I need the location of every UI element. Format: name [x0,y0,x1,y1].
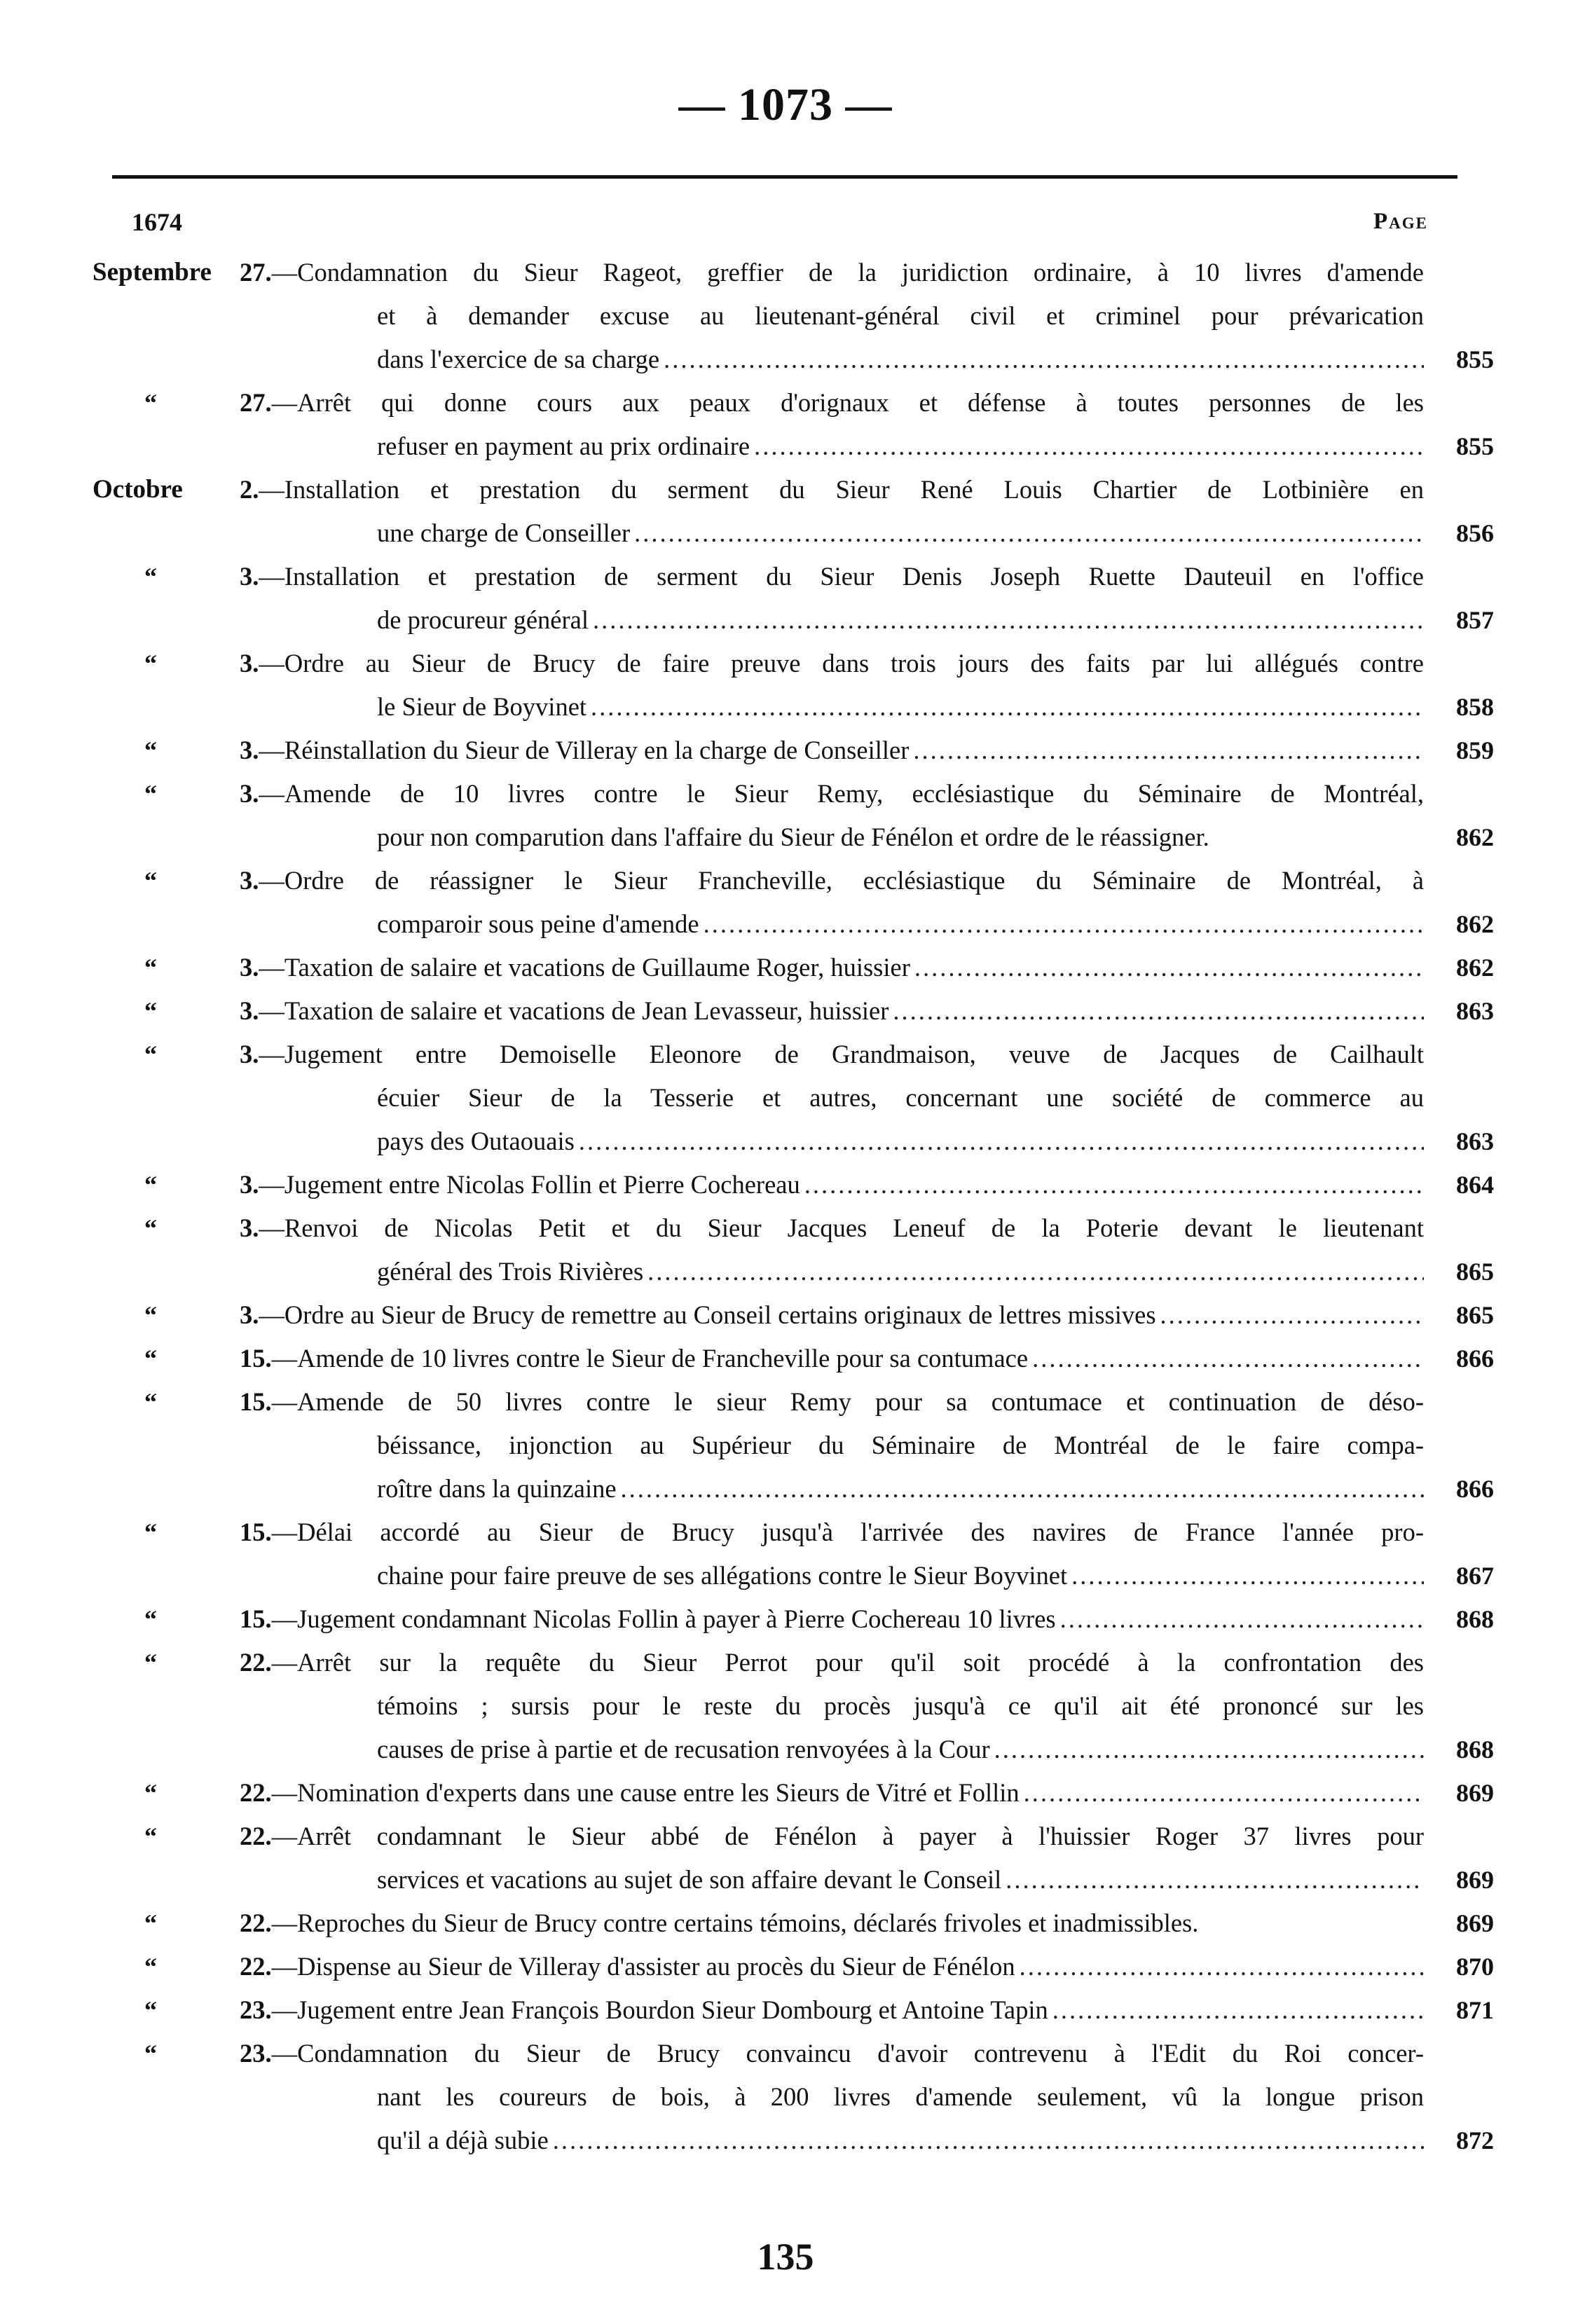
entry-text [240,555,1424,598]
entry-line [0,1815,1571,1858]
ditto-mark: “ [144,1779,157,1807]
page-reference: 862 [1456,954,1494,982]
entry-day: 27. [240,388,272,417]
entry-description: écuier Sieur de la Tesserie et autres, concernant une société de commerce au [377,1083,1424,1112]
entry-text-run [240,1293,1156,1337]
entry-line [0,2119,1571,2162]
ditto-mark: “ [144,736,157,764]
dot-leader [750,425,1424,468]
entry-text-run [377,338,659,381]
list-item [0,2032,1571,2162]
entry-month: Octobre [92,475,183,504]
entry-description: —Jugement entre Nicolas Follin et Pierre Cochereau [259,1170,800,1199]
entry-text-run [377,685,586,729]
entry-line [0,816,1571,859]
page-reference: 864 [1456,1171,1494,1199]
entry-description: —Ordre de réassigner le Sieur Francheville, ecclésiastique du Séminaire de Montréal, à [259,866,1424,895]
entry-text [377,902,1424,946]
entry-line [0,251,1571,294]
entry-text [377,338,1424,381]
list-item [0,468,1571,555]
entry-text-run [240,729,909,772]
entry-text [240,859,1424,902]
entry-description: —Délai accordé au Sieur de Brucy jusqu'à l'arrivée des navires de France l'année pro- [271,1518,1424,1546]
list-item [0,859,1571,946]
entry-text [240,1815,1424,1858]
entry-day: 3. [240,1300,259,1329]
entry-text-run [240,1163,800,1206]
entry-text-run [377,1728,990,1771]
entry-line [0,1206,1571,1250]
entry-day: 27. [240,258,272,287]
entry-day: 22. [240,1822,272,1850]
entry-text-run [377,902,699,946]
entry-text-run [377,1554,1067,1597]
ditto-mark: “ [144,563,157,591]
page-reference: 862 [1456,910,1494,938]
entry-description: —Jugement entre Demoiselle Eleonore de Grandmaison, veuve de Jacques de Cailhault [259,1040,1424,1068]
entry-text-run [377,1858,1001,1902]
page-reference: 859 [1456,736,1494,764]
list-item [0,946,1571,989]
page-reference: 872 [1456,2126,1494,2154]
header-rule [112,175,1457,179]
entry-day: 3. [240,996,259,1025]
entry-text [240,1945,1424,1988]
entry-description: —Dispense au Sieur de Villeray d'assister au procès du Sieur de Fénélon [271,1952,1015,1981]
entry-text-run [240,1771,1020,1815]
entry-line [0,1902,1571,1945]
entry-line [0,1641,1571,1684]
entry-day: 3. [240,1170,259,1199]
entry-description: —Arrêt sur la requête du Sieur Perrot pour qu'il soit procédé à la confrontation des [271,1648,1424,1677]
entry-line [0,1771,1571,1815]
entry-line [0,1380,1571,1424]
list-item [0,1206,1571,1293]
dot-leader [1020,1771,1424,1815]
table-of-contents [0,251,1571,2162]
page-reference: 869 [1456,1866,1494,1894]
entry-text [377,2119,1424,2162]
list-item [0,555,1571,642]
entry-text [240,1511,1424,1554]
entry-text-run [240,1597,1056,1641]
dot-leader [909,729,1424,772]
entry-text [240,1033,1424,1076]
list-item [0,772,1571,859]
entry-text [240,381,1424,425]
page-reference: 855 [1456,432,1494,460]
list-item [0,1771,1571,1815]
page-reference: 870 [1456,1953,1494,1981]
dot-leader [1156,1293,1424,1337]
dot-leader [1015,1945,1424,1988]
entry-description: —Amende de 10 livres contre le Sieur de Francheville pour sa contumace [271,1344,1029,1373]
entry-line [0,2032,1571,2075]
entry-line [0,642,1571,685]
entry-line [0,1684,1571,1728]
ditto-mark: “ [144,1996,157,2024]
page-reference: 866 [1456,1345,1494,1373]
entry-description: —Arrêt qui donne cours aux peaux d'orignaux et défense à toutes personnes de les [271,388,1424,417]
page-reference: 858 [1456,693,1494,721]
entry-line [0,1597,1571,1641]
ditto-mark: “ [144,1214,157,1242]
list-item [0,251,1571,381]
entry-day: 3. [240,649,259,678]
entry-text-run [240,1945,1015,1988]
entry-text [377,1728,1424,1771]
entry-text [240,1337,1424,1380]
entry-description: comparoir sous peine d'amende [377,909,699,938]
list-item [0,1511,1571,1597]
entry-line [0,511,1571,555]
entry-day: 22. [240,1952,272,1981]
page-column-heading: Page [1373,209,1428,234]
entry-description: pour non comparution dans l'affaire du Sieur de Fénélon et ordre de le réassigner. [377,823,1209,851]
entry-day: 15. [240,1344,272,1373]
entry-text [377,1467,1424,1511]
list-item [0,1163,1571,1206]
entry-description: causes de prise à partie et de recusation renvoyées à la Cour [377,1735,990,1763]
entry-description: —Amende de 10 livres contre le Sieur Remy, ecclésiastique du Séminaire de Montréal, [259,779,1424,808]
dot-leader [910,946,1424,989]
dot-leader [990,1728,1424,1771]
entry-description: —Ordre au Sieur de Brucy de faire preuve dans trois jours des faits par lui allégués contre [259,649,1424,678]
entry-description: —Condamnation du Sieur de Brucy convaincu d'avoir contrevenu à l'Edit du Roi concer- [271,2039,1424,2068]
page-reference: 862 [1456,823,1494,851]
entry-text [240,1206,1424,1250]
ditto-mark: “ [144,1822,157,1850]
dot-leader [586,685,1424,729]
ditto-mark: “ [144,1518,157,1546]
dot-leader [889,989,1424,1033]
entry-text [377,511,1424,555]
entry-line [0,381,1571,425]
entry-day: 15. [240,1604,272,1633]
entry-text [377,816,1424,859]
entry-line [0,1728,1571,1771]
entry-line [0,1511,1571,1554]
list-item [0,1337,1571,1380]
page-reference: 869 [1456,1909,1494,1937]
entry-description: chaine pour faire preuve de ses allégations contre le Sieur Boyvinet [377,1561,1068,1590]
ditto-mark: “ [144,997,157,1025]
entry-text [377,1120,1424,1163]
dot-leader [575,1120,1424,1163]
entry-line [0,1076,1571,1120]
entry-description: pays des Outaouais [377,1127,575,1155]
entry-text [240,1902,1424,1945]
entry-line [0,685,1571,729]
entry-description: —Taxation de salaire et vacations de Guillaume Roger, huissier [259,953,910,982]
entry-description: —Ordre au Sieur de Brucy de remettre au Conseil certains originaux de lettres missives [259,1300,1156,1329]
list-item [0,1988,1571,2032]
page-reference: 869 [1456,1779,1494,1807]
entry-line [0,1945,1571,1988]
entry-line [0,598,1571,642]
entry-line [0,729,1571,772]
entry-line [0,1120,1571,1163]
ditto-mark: “ [144,1345,157,1373]
entry-text [377,1424,1424,1467]
entry-text-run [377,425,750,468]
entry-description: —Amende de 50 livres contre le sieur Remy pour sa contumace et continuation de déso- [271,1387,1424,1416]
entry-line [0,946,1571,989]
ditto-mark: “ [144,780,157,808]
ditto-mark: “ [144,1649,157,1677]
entry-text [377,2075,1424,2119]
entry-description: —Jugement condamnant Nicolas Follin à payer à Pierre Cochereau 10 livres [271,1604,1056,1633]
list-item [0,1597,1571,1641]
entry-description: béissance, injonction au Supérieur du Séminaire de Montréal de le faire compa- [377,1431,1424,1459]
entry-description: qu'il a déjà subie [377,2126,549,2154]
entry-line [0,1033,1571,1076]
entry-line [0,555,1571,598]
entry-line [0,859,1571,902]
page-reference: 856 [1456,519,1494,547]
entry-text-run [377,2119,549,2162]
entry-line [0,2075,1571,2119]
entry-line [0,294,1571,338]
dot-leader [699,902,1424,946]
page-reference: 857 [1456,606,1494,634]
entry-day: 22. [240,1648,272,1677]
entry-line [0,1293,1571,1337]
entry-line [0,425,1571,468]
entry-description: refuser en payment au prix ordinaire [377,432,750,460]
entry-text [377,425,1424,468]
entry-text-run [240,946,910,989]
page-reference: 855 [1456,345,1494,373]
entry-line [0,772,1571,816]
dot-leader [617,1467,1424,1511]
entry-description: —Installation et prestation du serment du Sieur René Louis Chartier de Lotbinière en [259,475,1424,504]
entry-description: —Installation et prestation de serment du Sieur Denis Joseph Ruette Dauteuil en l'office [259,562,1424,591]
entry-text [240,1293,1424,1337]
entry-description: —Reproches du Sieur de Brucy contre certains témoins, déclarés frivoles et inadmissibles. [271,1909,1199,1937]
entry-text [240,729,1424,772]
entry-text [377,1250,1424,1293]
entry-description: dans l'exercice de sa charge [377,345,660,373]
entry-description: le Sieur de Boyvinet [377,692,587,721]
entry-description: —Condamnation du Sieur Rageot, greffier de la juridiction ordinaire, à 10 livres d'amende [271,258,1424,287]
ditto-mark: “ [144,867,157,895]
entry-line [0,1554,1571,1597]
list-item [0,1033,1571,1163]
dot-leader [1028,1337,1424,1380]
dot-leader [800,1163,1424,1206]
folio-number: 135 [757,2236,814,2278]
list-item [0,1293,1571,1337]
entry-description: et à demander excuse au lieutenant-général civil et criminel pour prévarication [377,301,1424,330]
page-reference: 868 [1456,1605,1494,1633]
entry-text-run [377,1120,575,1163]
dot-leader [1067,1554,1424,1597]
entry-day: 15. [240,1518,272,1546]
entry-day: 3. [240,866,259,895]
entry-text-run [377,1467,617,1511]
list-item [0,729,1571,772]
entry-text [240,1380,1424,1424]
entry-text [240,1641,1424,1684]
entry-day: 3. [240,736,259,764]
dot-leader [1048,1988,1424,2032]
page-reference: 863 [1456,997,1494,1025]
entry-description: —Nomination d'experts dans une cause entre les Sieurs de Vitré et Follin [271,1778,1020,1807]
ditto-mark: “ [144,1388,157,1416]
entry-text [240,642,1424,685]
list-item [0,1380,1571,1511]
entry-description: général des Trois Rivières [377,1257,644,1286]
ditto-mark: “ [144,1171,157,1199]
page-reference: 866 [1456,1475,1494,1503]
ditto-mark: “ [144,954,157,982]
entry-line [0,338,1571,381]
entry-text [240,1163,1424,1206]
entry-day: 23. [240,2039,272,2068]
entry-text [240,468,1424,511]
entry-text [377,1858,1424,1902]
entry-text [240,2032,1424,2075]
ditto-mark: “ [144,1040,157,1068]
page-reference: 865 [1456,1258,1494,1286]
ditto-mark: “ [144,389,157,417]
entry-description: témoins ; sursis pour le reste du procès jusqu'à ce qu'il ait été prononcé sur les [377,1691,1424,1720]
entry-line [0,989,1571,1033]
ditto-mark: “ [144,1301,157,1329]
entry-text-run [240,989,889,1033]
entry-description: services et vacations au sujet de son affaire devant le Conseil [377,1865,1002,1894]
entry-day: 22. [240,1778,272,1807]
entry-text [240,989,1424,1033]
list-item [0,1902,1571,1945]
entry-line [0,1858,1571,1902]
page-reference: 868 [1456,1735,1494,1763]
list-item [0,642,1571,729]
entry-line [0,468,1571,511]
entry-text [240,251,1424,294]
entry-day: 3. [240,1213,259,1242]
dot-leader [1001,1858,1424,1902]
entry-text-run [377,1250,643,1293]
entry-day: 22. [240,1909,272,1937]
entry-day: 3. [240,1040,259,1068]
dot-leader [589,598,1424,642]
entry-text-run [240,1988,1048,2032]
entry-description: —Jugement entre Jean François Bourdon Sieur Dombourg et Antoine Tapin [271,1995,1048,2024]
page-reference: 865 [1456,1301,1494,1329]
entry-text [240,946,1424,989]
entry-text-run [377,598,589,642]
entry-description: —Arrêt condamnant le Sieur abbé de Fénélon à payer à l'huissier Roger 37 livres pour [271,1822,1424,1850]
entry-text [377,1684,1424,1728]
entry-description: une charge de Conseiller [377,518,631,547]
entry-day: 3. [240,953,259,982]
entry-description: nant les coureurs de bois, à 200 livres d'amende seulement, vû la longue prison [377,2082,1424,2111]
entry-line [0,1337,1571,1380]
dot-leader [643,1250,1424,1293]
entry-description: —Taxation de salaire et vacations de Jean Levasseur, huissier [259,996,889,1025]
entry-text [377,598,1424,642]
ditto-mark: “ [144,649,157,678]
list-item [0,381,1571,468]
entry-line [0,902,1571,946]
entry-day: 23. [240,1995,272,2024]
ditto-mark: “ [144,2040,157,2068]
page-reference: 871 [1456,1996,1494,2024]
entry-text [377,685,1424,729]
entry-text-run [377,511,630,555]
list-item [0,989,1571,1033]
entry-day: 2. [240,475,259,504]
entry-text [377,294,1424,338]
entry-day: 3. [240,779,259,808]
entry-description: —Réinstallation du Sieur de Villeray en la charge de Conseiller [259,736,910,764]
ditto-mark: “ [144,1953,157,1981]
entry-text [240,1988,1424,2032]
entry-text-run [240,1337,1028,1380]
entry-description: de procureur général [377,605,589,634]
entry-text [240,772,1424,816]
entry-description: —Renvoi de Nicolas Petit et du Sieur Jacques Leneuf de la Poterie devant le lieutenant [259,1213,1424,1242]
entry-line [0,1163,1571,1206]
entry-text [240,1597,1424,1641]
entry-line [0,1988,1571,2032]
entry-text [377,1076,1424,1120]
ditto-mark: “ [144,1605,157,1633]
entry-description: roître dans la quinzaine [377,1474,617,1503]
dot-leader [659,338,1424,381]
entry-day: 3. [240,562,259,591]
entry-day: 15. [240,1387,272,1416]
list-item [0,1641,1571,1771]
entry-line [0,1424,1571,1467]
dot-leader [1056,1597,1424,1641]
entry-line [0,1250,1571,1293]
page-reference: 863 [1456,1127,1494,1155]
page-reference: 867 [1456,1562,1494,1590]
year-heading: 1674 [132,208,182,236]
page-number: — 1073 — [678,79,893,130]
entry-line [0,1467,1571,1511]
list-item [0,1815,1571,1902]
list-item [0,1945,1571,1988]
entry-text [240,1771,1424,1815]
entry-month: Septembre [92,258,212,287]
ditto-mark: “ [144,1909,157,1937]
dot-leader [630,511,1424,555]
entry-text [377,1554,1424,1597]
dot-leader [549,2119,1424,2162]
